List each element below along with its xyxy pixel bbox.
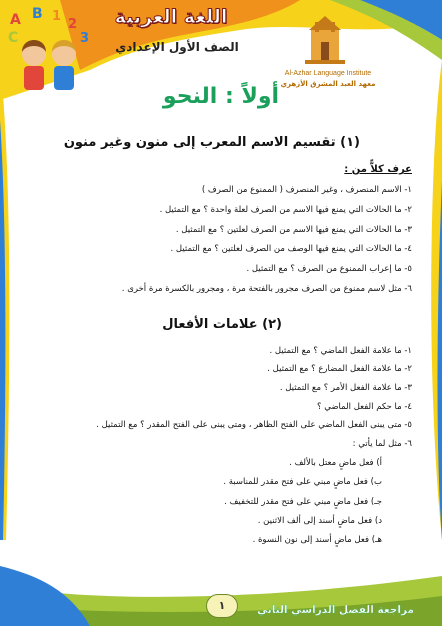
part2-item-4: ٤- ما حكم الفعل الماضي ؟ <box>317 402 412 412</box>
part2-item-3: ٣- ما علامة الفعل الأمر ؟ مع التمثيل . <box>279 383 412 393</box>
part1-item-4: ٤- ما الحالات التي يمنع فيها الوصف من الصرف لعلتين ؟ مع التمثيل . <box>170 244 412 254</box>
institute-name-english: Al-Azhar Language Institute <box>284 70 372 77</box>
part2-item-2: ٢- ما علامة الفعل المضارع ؟ مع التمثيل . <box>267 364 412 374</box>
part2-item-6: ٦- مثل لما يأتي : <box>352 439 412 449</box>
part1-item-1: ١- الاسم المنصرف ، وغير المنصرف ( الممنوع من الصرف ) <box>201 185 412 195</box>
subject-title: اللغة العربية <box>114 6 228 28</box>
institute-name-arabic: معهد العبد المشرق الأزهري <box>280 80 376 88</box>
define-label: عرف كلاًّ من : <box>344 164 412 175</box>
page-number: ١ <box>206 594 238 618</box>
right-color-stripe <box>418 60 442 540</box>
kids-letter-c: C <box>8 30 19 46</box>
part2-subitem-d: د) فعل ماضٍ أسند إلى ألف الاثنين . <box>257 516 382 526</box>
kids-letter-a: A <box>10 12 21 28</box>
part1-item-6: ٦- مثل لاسم ممنوع من الصرف مجرور بالفتحة مرة ، ومجرور بالكسرة مرة أخرى . <box>121 284 412 294</box>
kids-number-1: 1 <box>52 9 62 24</box>
institute-logo <box>285 12 365 74</box>
grade-label: الصف الأول الإعدادي <box>115 40 239 54</box>
part2-subitem-e: هـ) فعل ماضٍ أسند إلى نون النسوة . <box>252 535 382 545</box>
part1-item-2: ٢- ما الحالات التي يمنع فيها الاسم من الصرف لعلة واحدة ؟ مع التمثيل . <box>159 205 412 215</box>
kids-number-3: 3 <box>80 31 90 46</box>
footer-text: مراجعة الفصل الدراسي الثاني <box>257 604 414 616</box>
part2-subitem-a: أ) فعل ماضٍ معتل بالألف . <box>289 458 382 468</box>
left-color-stripe <box>0 60 18 540</box>
section-title: أولاً : النحو <box>162 84 280 109</box>
part2-title: (٢) علامات الأفعال <box>162 317 282 332</box>
part2-item-1: ١- ما علامة الفعل الماضي ؟ مع التمثيل . <box>269 346 412 356</box>
part2-subitem-c: جـ) فعل ماضٍ مبني على فتح مقدر للتخفيف . <box>224 497 382 507</box>
kids-number-2: 2 <box>68 17 78 32</box>
part2-subitem-b: ب) فعل ماضٍ مبني على فتح مقدر للمناسبة . <box>223 477 382 487</box>
kids-letter-b: B <box>32 6 43 22</box>
part1-title: (١) تقسيم الاسم المعرب إلى منون وغير منون <box>63 135 360 150</box>
part1-item-3: ٣- ما الحالات التي يمنع فيها الاسم من الصرف لعلتين ؟ مع التمثيل . <box>175 225 412 235</box>
part2-item-5: ٥- متى يبنى الفعل الماضي على الفتح الظاهر ، ومتى يبنى على الفتح المقدر ؟ مع التمثيل . <box>96 420 412 430</box>
part1-item-5: ٥- ما إعراب الممنوع من الصرف ؟ مع التمثيل . <box>246 264 412 274</box>
